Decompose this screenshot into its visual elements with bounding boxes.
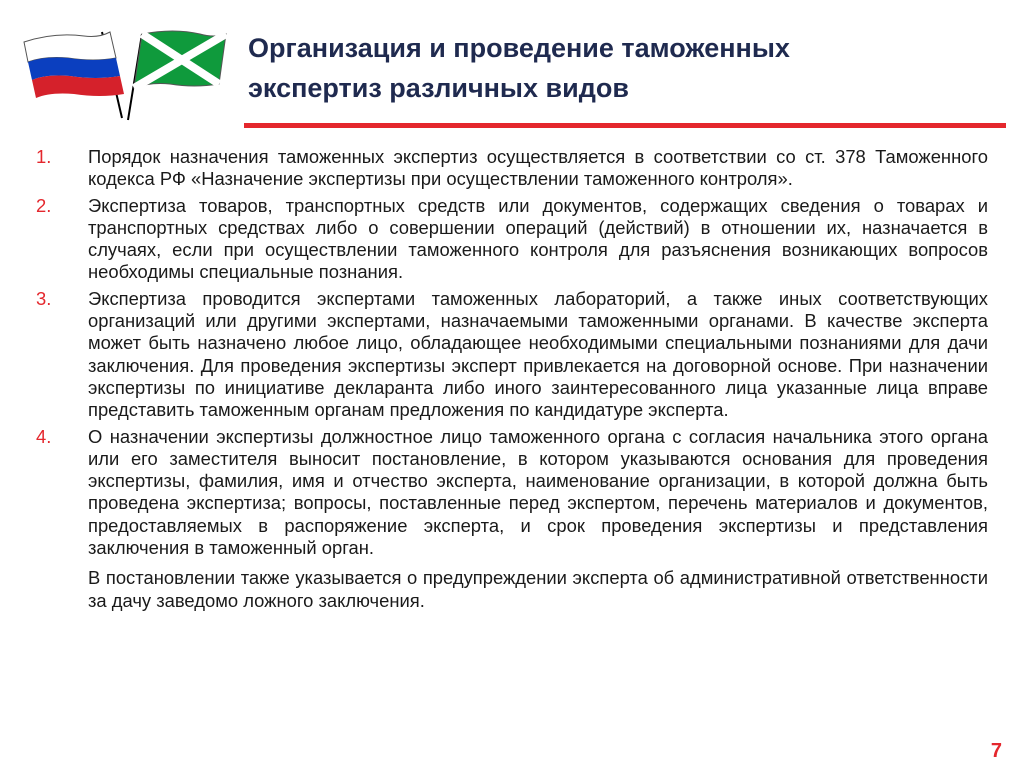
page-title — [248, 28, 1008, 108]
list-text: О назначении экспертизы должностное лицо таможенного органа с согласия начальника этого органа или его заместителя выносит постановление, в котором указываются основания для проведения экспертизы, фамилия, имя и отчество эксперта, наименование организации, в которой должна быть проведена экспертиза; вопросы, поставленные перед экспертом, перечень материалов и документов, предоставляемых в распоряжение эксперта, и срок проведения экспертизы и представления заключения в таможенный орган. — [88, 425, 988, 559]
flags-logo — [14, 14, 234, 124]
list-number: 2. — [36, 194, 52, 216]
list-item — [36, 146, 988, 191]
list-number: 3. — [36, 287, 52, 309]
list-text: Экспертиза проводится экспертами таможенных лабораторий, а также иных соответствующих организаций или другими экспертами, назначаемыми таможенными органами. В качестве эксперта может быть назначено любое лицо, обладающее необходимыми специальными познаниями для дачи заключения. Для проведения экспертизы эксперт привлекается на договорной основе. При назначении экспертизы по инициативе декларанта либо иного заинтересованного лица указанные лица вправе представить таможенным органам предложения по кандидатуре эксперта. — [88, 287, 988, 421]
title-line-2: экспертиз различных видов — [248, 73, 629, 103]
title-underline — [244, 123, 1006, 128]
list-text: Порядок назначения таможенных экспертиз осуществляется в соответствии со ст. 378 Таможенного кодекса РФ «Назначение экспертизы при осуществлении таможенного контроля». — [88, 146, 988, 190]
page-number: 7 — [990, 740, 1002, 762]
list-text: Экспертиза товаров, транспортных средств или документов, содержащих сведения о товарах и транспортных средствах либо о совершении операций (действий) в отношении их, назначается в случаях, если при осуществлении таможенного контроля для разъяснения возникающих вопросов необходимы специальные познания. — [88, 194, 988, 283]
list-item — [36, 288, 988, 422]
final-paragraph: В постановлении также указывается о предупреждении эксперта об административной ответственности за дачу заведомо ложного заключения. — [88, 567, 988, 611]
list-number: 4. — [36, 425, 52, 447]
list-item — [36, 195, 988, 284]
list-item — [36, 426, 988, 560]
customs-flag-icon — [128, 31, 226, 120]
title-line-1: Организация и проведение таможенных — [248, 33, 790, 63]
russia-flag-icon — [24, 32, 124, 118]
list-number: 1. — [36, 146, 52, 167]
numbered-list — [36, 146, 988, 612]
